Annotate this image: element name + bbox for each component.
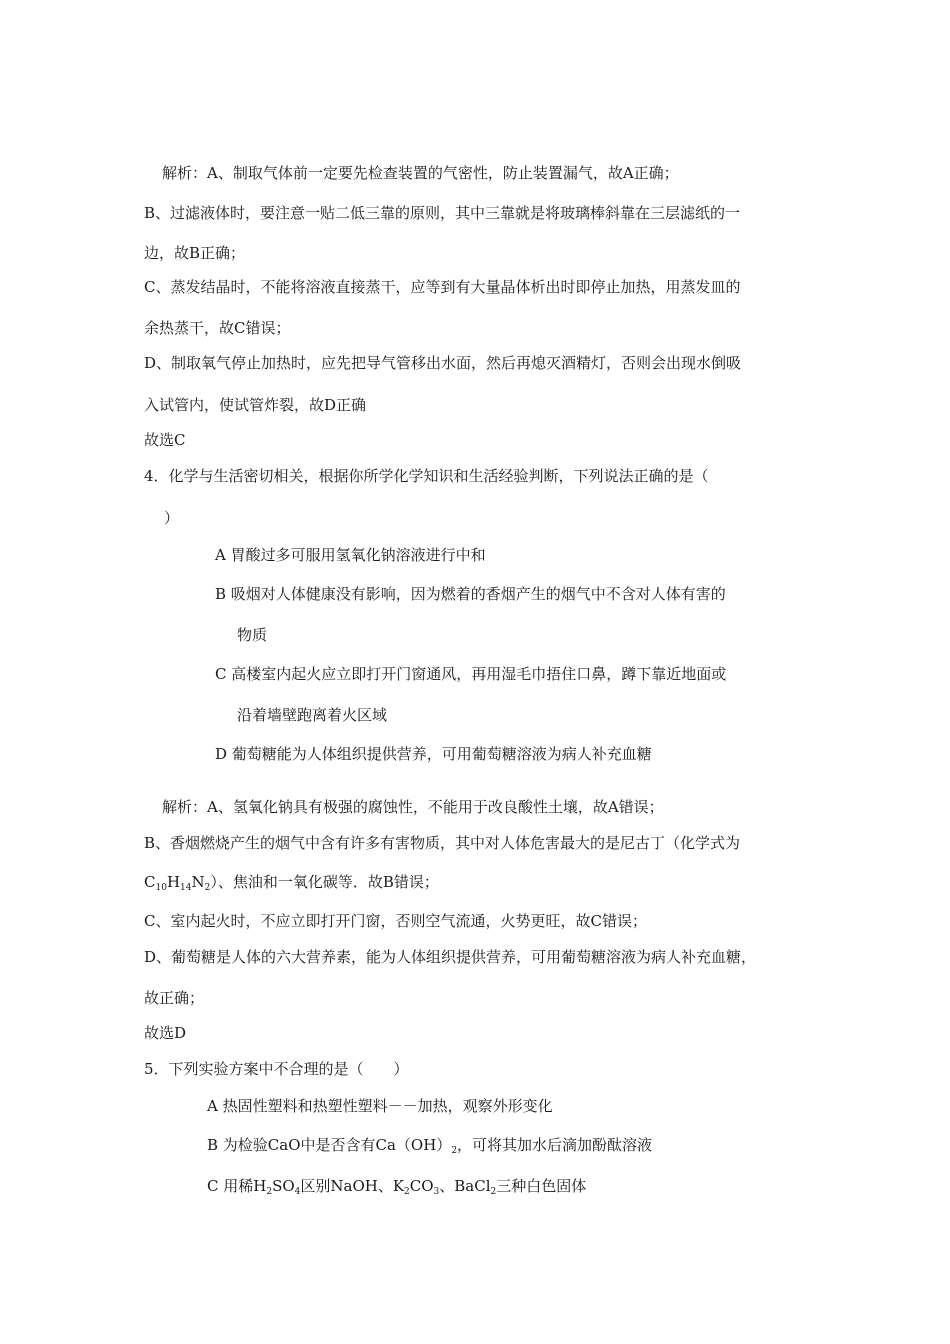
q5-option-b: B 为检验CaO中是否含有$Ca(OH)_2$，可将其加水后滴加酚酞溶液	[207, 1136, 653, 1156]
q3-analysis-b-line1: B、过滤液体时，要注意一贴二低三靠的原则，其中三靠就是将玻璃棒斜靠在三层滤纸的一	[144, 204, 741, 222]
nicotine-formula: $C_{10}H_{14}N_2$	[144, 873, 211, 893]
q3-analysis-c-line2: 余热蒸干，故C错误；	[144, 319, 291, 337]
q3-analysis-d-line1: D、制取氧气停止加热时，应先把导气管移出水面，然后再熄灭酒精灯，否则会出现水倒吸	[144, 354, 742, 372]
q4-analysis-b-line2: $C_{10}H_{14}N_2$）、焦油和一氧化碳等．故B错误；	[144, 873, 439, 893]
q3-analysis-intro: 解析：A、制取气体前一定要先检查装置的气密性，防止装置漏气，故A正确；	[162, 164, 679, 182]
q3-analysis-c-line1: C、蒸发结晶时，不能将溶液直接蒸干，应等到有大量晶体析出时即停止加热，用蒸发皿的	[144, 278, 741, 296]
q4-stem-line2: ）	[164, 509, 180, 527]
q4-analysis-b-line1: B、香烟燃烧产生的烟气中含有许多有害物质，其中对人体危害最大的是尼古丁（化学式为	[144, 834, 741, 852]
q4-option-a: A 胃酸过多可服用氢氧化钠溶液进行中和	[215, 546, 486, 564]
q4-analysis-c-line: C、室内起火时，不应立即打开门窗，否则空气流通，火势更旺，故C错误；	[144, 912, 647, 930]
q3-answer: 故选C	[144, 431, 186, 449]
q4-analysis-intro: 解析：A、氢氧化钠具有极强的腐蚀性，不能用于改良酸性土壤，故A错误；	[162, 798, 664, 816]
q4-option-c-line2: 沿着墙壁跑离着火区域	[237, 706, 388, 724]
q4-answer: 故选D	[144, 1024, 187, 1042]
q3-analysis-d-line2: 入试管内，使试管炸裂，故D正确	[144, 396, 367, 414]
q4-option-c-line1: C 高楼室内起火应立即打开门窗通风，再用湿毛巾捂住口鼻，蹲下靠近地面或	[215, 665, 727, 683]
q4-option-b-line2: 物质	[237, 626, 268, 644]
q5-option-a: A 热固性塑料和热塑性塑料－－加热，观察外形变化	[207, 1097, 553, 1115]
q3-analysis-b-line2: 边，故B正确；	[144, 244, 246, 262]
q4-analysis-d-line2: 故正确；	[144, 989, 205, 1007]
q4-analysis-d-line1: D、葡萄糖是人体的六大营养素，能为人体组织提供营养，可用葡萄糖溶液为病人补充血糖，	[144, 948, 757, 966]
q4-stem-line1: 4．化学与生活密切相关，根据你所学化学知识和生活经验判断，下列说法正确的是（	[144, 467, 709, 485]
q4-option-d: D 葡萄糖能为人体组织提供营养，可用葡萄糖溶液为病人补充血糖	[215, 745, 652, 763]
q5-option-c: C 用稀$H_2SO_4$区别NaOH、$K_2CO_3$、BaCl$_2$三种白色固体	[207, 1177, 587, 1197]
q4-option-b-line1: B 吸烟对人体健康没有影响，因为燃着的香烟产生的烟气中不含对人体有害的	[215, 585, 726, 603]
q5-stem: 5．下列实验方案中不合理的是（ ）	[144, 1060, 409, 1078]
